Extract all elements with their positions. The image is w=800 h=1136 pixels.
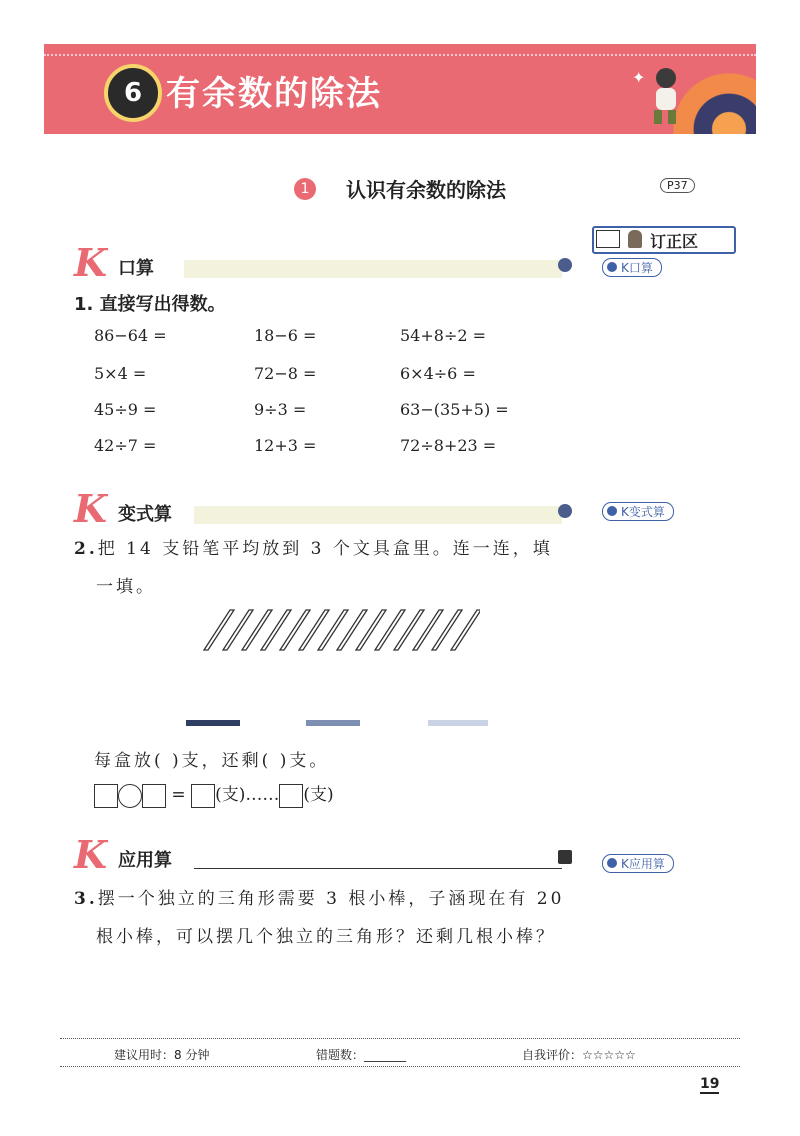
footer-bottom-line — [60, 1066, 740, 1067]
footer-top-line — [60, 1038, 740, 1039]
reference-badge: P37 — [660, 178, 695, 193]
answer-box[interactable] — [142, 784, 166, 808]
pencil-box-3 — [428, 720, 488, 726]
q1-cell: 63−(35+5) = — [400, 400, 509, 419]
k-logo: K — [74, 240, 108, 285]
pencil-group — [200, 606, 480, 652]
header-applied — [74, 832, 578, 877]
correction-box[interactable] — [596, 230, 620, 248]
chapter-number: 6 — [104, 64, 162, 122]
astronaut-icon — [644, 66, 686, 128]
pencil-icon — [432, 610, 462, 650]
pencil-icon — [223, 610, 253, 650]
q3-line1: 摆一个独立的三角形需要 3 根小棒，子涵现在有 20 — [97, 889, 565, 909]
q3-line2: 根小棒，可以摆几个独立的三角形？还剩几根小棒？ — [96, 927, 556, 947]
answer-box[interactable] — [94, 784, 118, 808]
q1-cell: 42÷7 = — [94, 436, 157, 455]
header-bar — [194, 506, 562, 524]
q2-question — [74, 530, 553, 606]
pencil-icon — [337, 610, 367, 650]
k-logo: K — [74, 486, 108, 531]
header-bar — [194, 852, 562, 869]
pencil-icon — [375, 610, 405, 650]
operator-circle[interactable] — [118, 784, 142, 808]
q1-cell: 72÷8+23 = — [400, 436, 497, 455]
footer-self-eval: 自我评价：☆☆☆☆☆ — [522, 1048, 636, 1062]
header-applied-label: 应用算 — [118, 850, 172, 871]
q2-unit1: (支)…… — [215, 785, 280, 805]
pencil-icon — [299, 610, 329, 650]
pencil-icon — [356, 610, 386, 650]
header-bar — [184, 260, 562, 278]
q1-cell: 5×4 = — [94, 364, 147, 383]
page-number: 19 — [700, 1076, 720, 1092]
q1-cell: 18−6 = — [254, 326, 317, 345]
pencil-icon — [451, 610, 480, 650]
pencil-icon — [280, 610, 310, 650]
header-variant-label: 变式算 — [118, 504, 172, 525]
q1-cell: 12+3 = — [254, 436, 317, 455]
tag-variant: K变式算 — [602, 502, 674, 521]
q2-equation-row — [94, 780, 334, 808]
correction-label: 订正区 — [650, 232, 699, 251]
q1-heading — [74, 290, 226, 316]
clock-icon — [558, 504, 572, 518]
pencil-icon — [318, 610, 348, 650]
section-title-text: 认识有余数的除法 — [346, 178, 506, 202]
q1-prompt: 直接写出得数。 — [99, 294, 226, 315]
correction-area — [592, 226, 736, 254]
q1-cell: 54+8÷2 = — [400, 326, 487, 345]
q2-line2: 一填。 — [96, 577, 156, 597]
q1-cell: 9÷3 = — [254, 400, 307, 419]
pencil-box-2 — [306, 720, 360, 726]
teacher-icon — [628, 230, 642, 248]
chapter-title: 有余数的除法 — [166, 74, 382, 114]
notes-icon — [558, 850, 572, 864]
pencil-icon — [204, 610, 234, 650]
q1-cell: 72−8 = — [254, 364, 317, 383]
q1-cell: 6×4÷6 = — [400, 364, 476, 383]
star-icon: ✦ — [632, 68, 646, 87]
pencil-icon — [261, 610, 291, 650]
banner-dots — [44, 54, 756, 56]
tag-oral: K口算 — [602, 258, 662, 277]
bulb-icon — [558, 258, 572, 272]
footer-time: 建议用时：8 分钟 — [114, 1048, 210, 1062]
q2-number: 2. — [74, 539, 98, 559]
k-logo: K — [74, 832, 108, 877]
tag-applied: K应用算 — [602, 854, 674, 873]
equals-sign: = — [171, 785, 186, 805]
answer-box[interactable] — [191, 784, 215, 808]
header-oral — [74, 240, 578, 285]
chapter-banner — [44, 44, 756, 134]
q1-number: 1. — [74, 294, 94, 315]
pencil-icon — [394, 610, 424, 650]
section-index: 1 — [294, 178, 316, 200]
q3-number: 3. — [74, 889, 98, 909]
q2-line1: 把 14 支铅笔平均放到 3 个文具盒里。连一连，填 — [97, 539, 553, 559]
q1-cell: 45÷9 = — [94, 400, 157, 419]
q2-fill-sentence: 每盒放( )支，还剩( )支。 — [94, 751, 330, 771]
header-variant — [74, 486, 578, 531]
footer-errors: 错题数：_______ — [316, 1048, 407, 1062]
header-oral-label: 口算 — [118, 258, 154, 279]
q1-cell: 86−64 = — [94, 326, 167, 345]
answer-box[interactable] — [279, 784, 303, 808]
pencil-icon — [413, 610, 443, 650]
q3-question — [74, 880, 564, 956]
q2-unit2: (支) — [303, 785, 334, 805]
pencil-box-1 — [186, 720, 240, 726]
pencil-icon — [242, 610, 272, 650]
